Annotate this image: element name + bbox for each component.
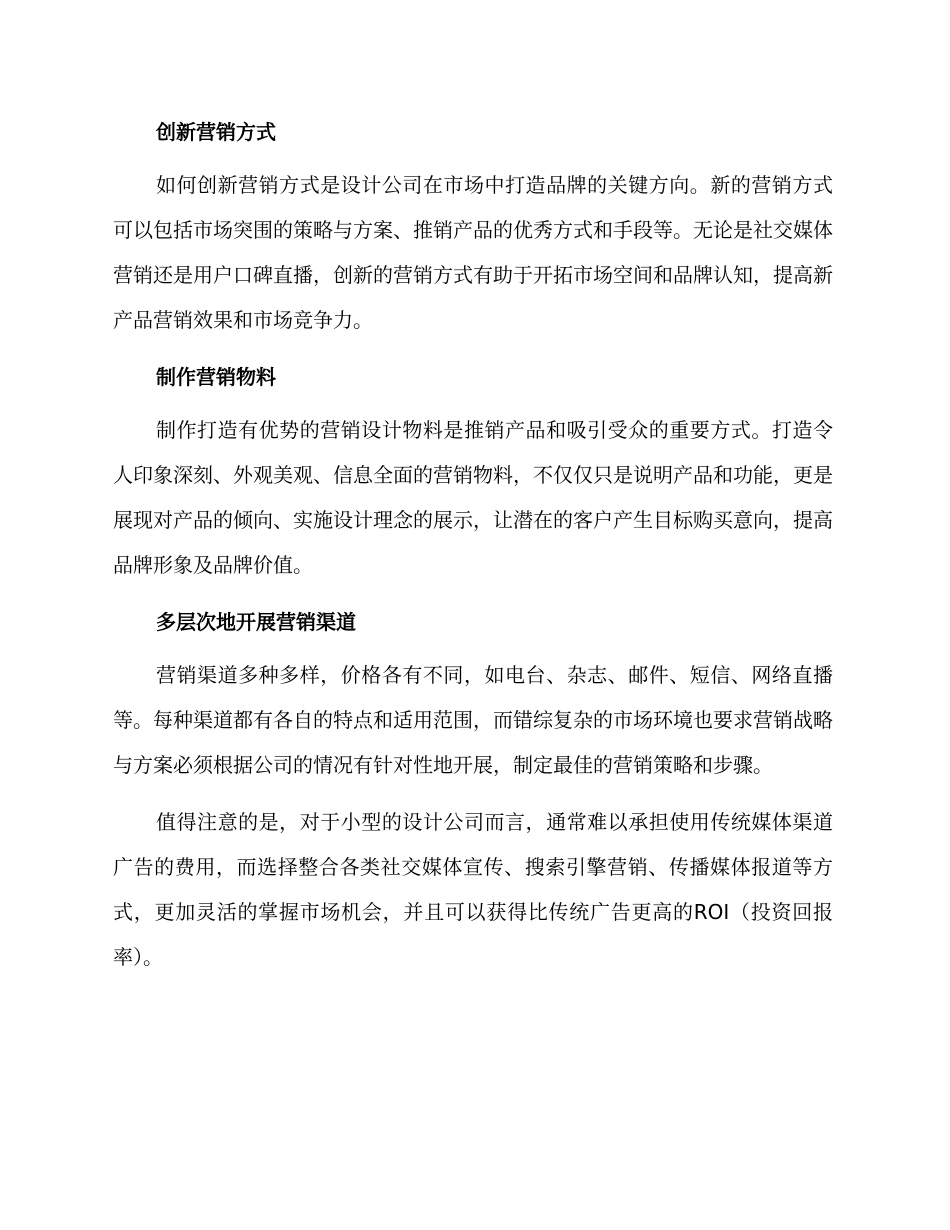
paragraph-marketing-channels: 营销渠道多种多样，价格各有不同，如电台、杂志、邮件、短信、网络直播等。每种渠道都有各自的特点和适用范围，而错综复杂的市场环境也要求营销战略与方案必须根据公司的情况有针对性地开展，制定最佳的营销策略和步骤。 bbox=[113, 663, 833, 777]
paragraph-innovative-marketing: 如何创新营销方式是设计公司在市场中打造品牌的关键方向。新的营销方式可以包括市场突围的策略与方案、推销产品的优秀方式和手段等。无论是社交媒体营销还是用户口碑直播，创新的营销方式有助于开拓市场空间和品牌认知，提高新产品营销效果和市场竞争力。 bbox=[113, 173, 833, 332]
section-heading-marketing-channels: 多层次地开展营销渠道 bbox=[156, 610, 356, 634]
paragraph-small-company-note: 值得注意的是，对于小型的设计公司而言，通常难以承担使用传统媒体渠道广告的费用，而选择整合各类社交媒体宣传、搜索引擎营销、传播媒体报道等方式，更加灵活的掌握市场机会，并且可以获得比传统广告更高的ROI（投资回报率）。 bbox=[113, 810, 833, 969]
section-heading-marketing-materials: 制作营销物料 bbox=[156, 365, 276, 389]
document-body bbox=[113, 110, 833, 980]
section-heading-innovative-marketing: 创新营销方式 bbox=[156, 120, 276, 144]
paragraph-marketing-materials: 制作打造有优势的营销设计物料是推销产品和吸引受众的重要方式。打造令人印象深刻、外观美观、信息全面的营销物料，不仅仅只是说明产品和功能，更是展现对产品的倾向、实施设计理念的展示，让潜在的客户产生目标购买意向，提高品牌形象及品牌价值。 bbox=[113, 418, 833, 577]
